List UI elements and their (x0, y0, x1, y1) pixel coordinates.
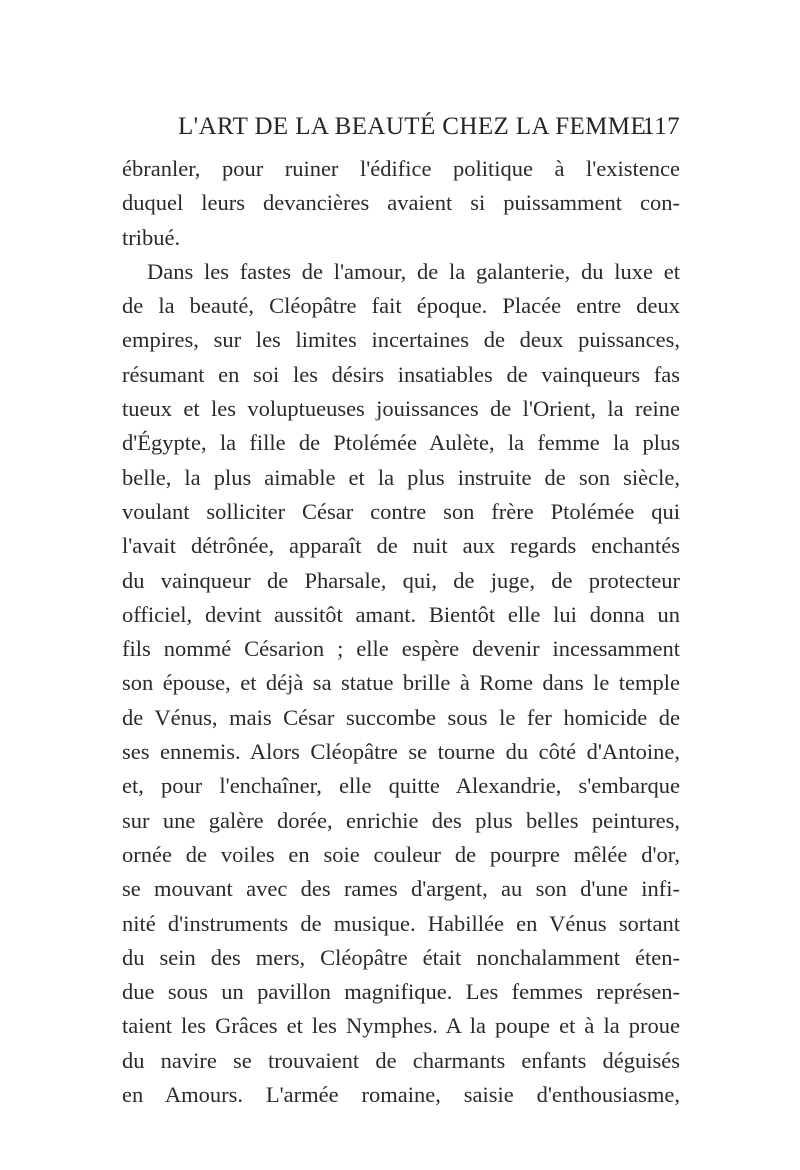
running-title: L'ART DE LA BEAUTÉ CHEZ LA FEMME. (178, 113, 653, 140)
text-line: tueux et les voluptueuses jouissances de l'Orient, la reine (122, 396, 680, 422)
text-line: du vainqueur de Pharsale, qui, de juge, de protecteur (122, 567, 680, 593)
text-line: du navire se trouvaient de charmants enfants déguisés (122, 1047, 680, 1073)
text-line: nité d'instruments de musique. Habillée en Vénus sortant (122, 910, 680, 936)
text-line: ornée de voiles en soie couleur de pourpre mêlée d'or, (122, 841, 680, 867)
text-line: ébranler, pour ruiner l'édifice politique à l'existence (122, 156, 680, 181)
text-line: belle, la plus aimable et la plus instruite de son siècle, (122, 464, 680, 490)
text-line: ses ennemis. Alors Cléopâtre se tourne du côté d'Antoine, (122, 739, 680, 765)
page-number: 117 (642, 113, 680, 140)
text-line: sur une galère dorée, enrichie des plus belles peintures, (122, 807, 680, 833)
text-line: résumant en soi les désirs insatiables de vainqueurs fas (122, 361, 680, 387)
text-line: d'Égypte, la fille de Ptolémée Aulète, la femme la plus (122, 430, 680, 456)
text-line: fils nommé Césarion ; elle espère devenir incessamment (122, 636, 680, 662)
text-line: empires, sur les limites incertaines de deux puissances, (122, 327, 680, 353)
text-line: officiel, devint aussitôt amant. Bientôt elle lui donna un (122, 601, 680, 627)
text-line: tribué. (122, 224, 181, 250)
text-line: se mouvant avec des rames d'argent, au son d'une infi- (122, 876, 680, 902)
text-line: due sous un pavillon magnifique. Les femmes représen- (122, 979, 680, 1005)
text-line: duquel leurs devancières avaient si puissamment con- (122, 190, 680, 216)
text-line: voulant solliciter César contre son frère Ptolémée qui (122, 498, 680, 524)
text-line: taient les Grâces et les Nymphes. A la poupe et à la proue (122, 1013, 680, 1039)
text-line: de Vénus, mais César succombe sous le fer homicide de (122, 704, 680, 730)
running-header (178, 113, 680, 149)
text-line: en Amours. L'armée romaine, saisie d'enthousiasme, (122, 1082, 680, 1108)
text-line: du sein des mers, Cléopâtre était nonchalamment éten- (122, 944, 680, 970)
body-text (122, 152, 680, 1112)
text-line: et, pour l'enchaîner, elle quitte Alexandrie, s'embarque (122, 773, 680, 799)
text-line: son épouse, et déjà sa statue brille à Rome dans le temple (122, 670, 680, 696)
text-line: l'avait détrônée, apparaît de nuit aux regards enchantés (122, 533, 680, 559)
text-line: Dans les fastes de l'amour, de la galanterie, du luxe et (147, 258, 680, 284)
text-line: de la beauté, Cléopâtre fait époque. Placée entre deux (122, 293, 680, 319)
